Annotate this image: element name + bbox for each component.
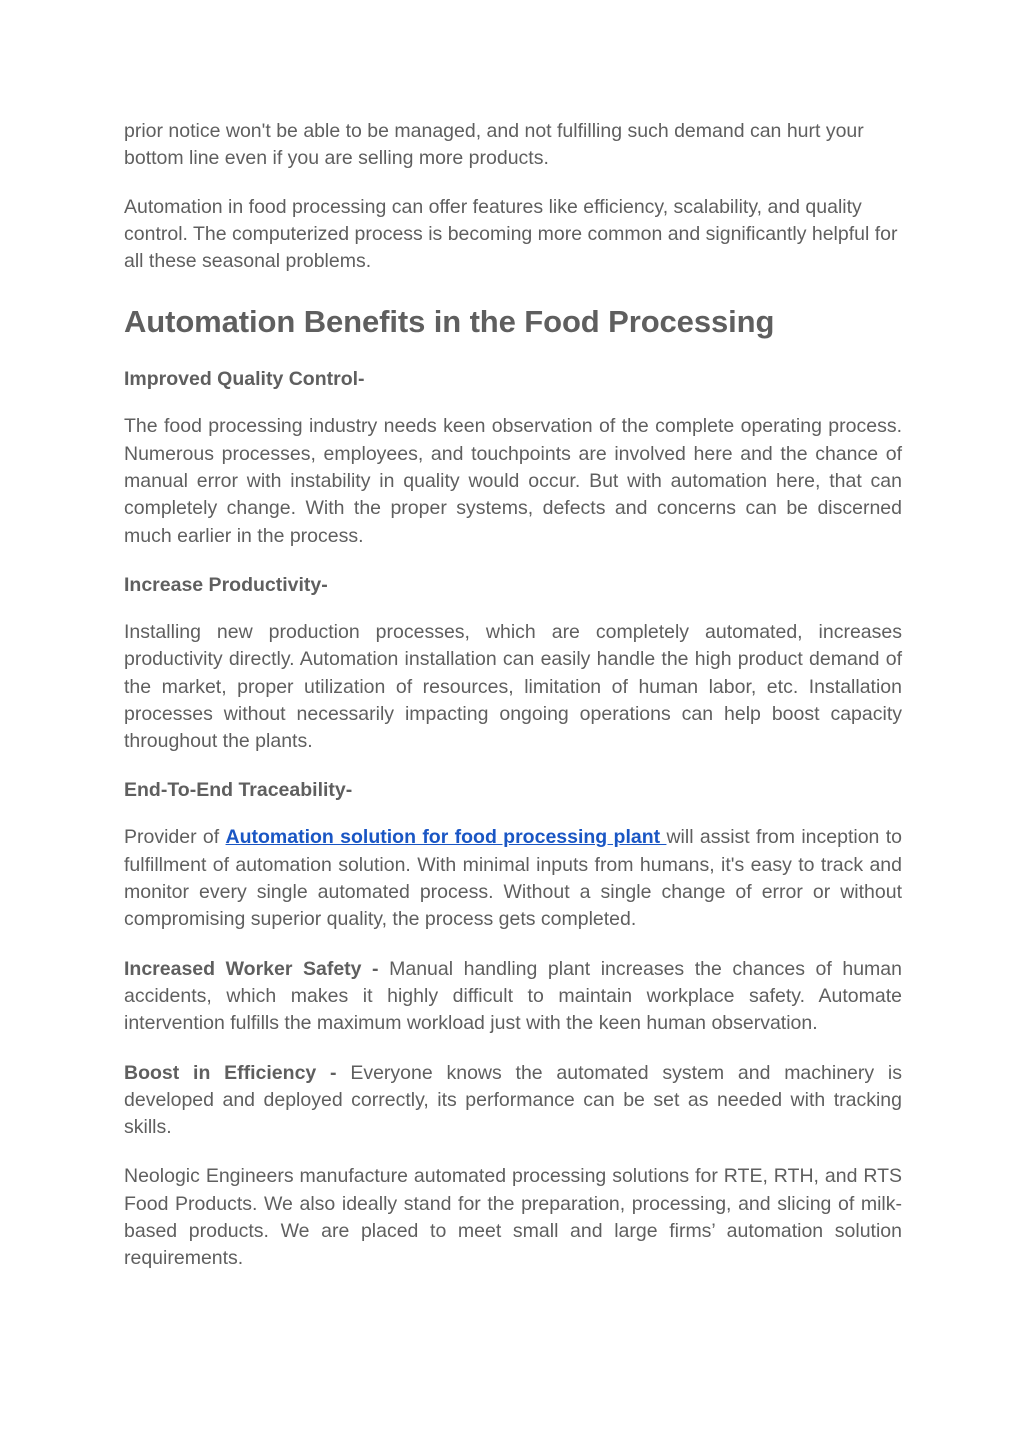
productivity-paragraph: Installing new production processes, which are completely automated, increases productivity directly. Automation installation can easily handle the high product demand of the market, proper utilization of resources, limitation of human labor, etc. Installation processes without necessarily impacting ongoing operations can help boost capacity throughout the plants. xyxy=(124,620,902,753)
productivity-title: Increase Productivity- xyxy=(124,573,328,596)
traceability-text-after: will assist from inception to fulfillment of automation solution. With minimal inputs from humans, it's easy to track and monitor every single automated process. Without a single change of error or without compromising superior quality, the process gets completed. xyxy=(124,826,902,931)
intro-paragraph-2: Automation in food processing can offer features like efficiency, scalability, and quality control. The computerized process is becoming more common and significantly helpful for all these seasonal problems. xyxy=(124,195,898,273)
traceability-paragraph xyxy=(124,824,902,933)
worker-safety-lead: Increased Worker Safety - xyxy=(124,957,390,980)
worker-safety-paragraph xyxy=(124,956,902,1038)
quality-control-paragraph: The food processing industry needs keen observation of the complete operating process. Numerous processes, employees, and touchpoints are involved here and the chance of manual error with instability in quality would occur. But with automation here, that can completely change. With the proper systems, defects and concerns can be discerned much earlier in the process. xyxy=(124,415,902,547)
worker-safety-text: Manual handling plant increases the chances of human accidents, which makes it highly difficult to maintain workplace safety. Automate intervention fulfills the maximum workload just with the keen human observation. xyxy=(124,957,902,1035)
closing-paragraph: Neologic Engineers manufacture automated processing solutions for RTE, RTH, and RTS Food Products. We also ideally stand for the preparation, processing, and slicing of milk-based products. We are placed to meet small and large firms’ automation solution requirements. xyxy=(124,1165,902,1270)
section-heading: Automation Benefits in the Food Processing xyxy=(124,304,775,340)
traceability-title: End-To-End Traceability- xyxy=(124,779,353,802)
document-page xyxy=(124,118,902,1273)
efficiency-paragraph xyxy=(124,1060,902,1142)
automation-solution-link[interactable]: Automation solution for food processing plant xyxy=(225,826,667,849)
traceability-text-before: Provider of xyxy=(124,826,226,849)
efficiency-text: Everyone knows the automated system and machinery is developed and deployed correctly, its performance can be set as needed with tracking skills. xyxy=(124,1061,903,1139)
efficiency-lead: Boost in Efficiency - xyxy=(124,1061,351,1084)
intro-paragraph-1: prior notice won't be able to be managed, and not fulfilling such demand can hurt your bottom line even if you are selling more products. xyxy=(124,120,864,170)
quality-control-title: Improved Quality Control- xyxy=(124,368,365,391)
